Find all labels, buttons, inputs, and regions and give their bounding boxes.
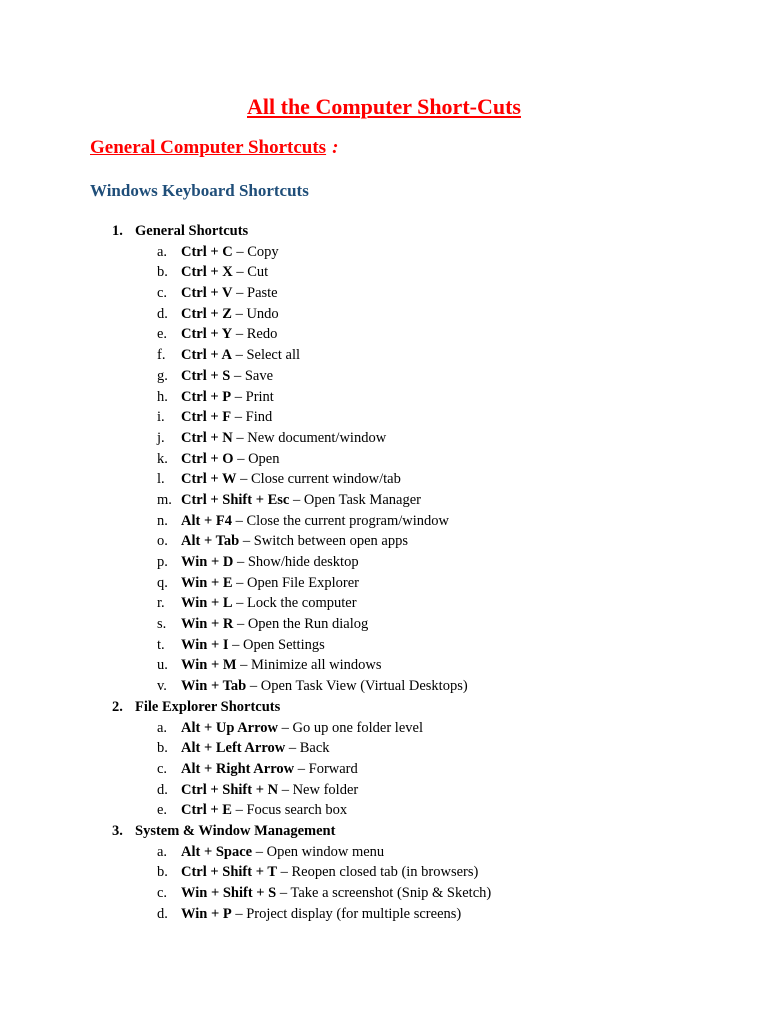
section-number: 2. (112, 698, 123, 715)
shortcut-keys: Ctrl + F (181, 409, 232, 426)
shortcut-keys: Win + I (181, 636, 229, 653)
item-text (181, 883, 491, 904)
section-number: 1. (112, 223, 123, 239)
shortcut-keys: Ctrl + W (181, 471, 237, 488)
shortcut-description: Undo (246, 305, 279, 322)
separator-dash: – (232, 574, 248, 591)
shortcut-item (0, 614, 768, 635)
item-text (181, 387, 274, 408)
shortcut-description: Cut (247, 264, 269, 281)
shortcut-list (0, 842, 768, 925)
item-letter: l. (157, 471, 165, 488)
shortcut-keys: Win + D (181, 554, 234, 570)
item-letter: v. (157, 678, 167, 695)
shortcut-description: Forward (308, 760, 358, 777)
shortcut-item (0, 262, 768, 283)
shortcut-description: Show/hide desktop (247, 554, 359, 570)
shortcut-keys: Alt + Right Arrow (181, 760, 295, 777)
item-letter: k. (157, 450, 168, 467)
shortcut-description: Project display (for multiple screens) (246, 905, 462, 922)
shortcut-keys: Win + P (181, 905, 232, 922)
shortcut-item (0, 718, 768, 739)
shortcut-keys: Alt + F4 (181, 512, 232, 529)
section-label: General Shortcuts (135, 223, 249, 239)
shortcut-keys: Ctrl + V (181, 285, 233, 302)
shortcut-item (0, 387, 768, 408)
shortcut-keys: Ctrl + Y (181, 326, 233, 343)
separator-dash: – (232, 264, 248, 281)
section-heading (0, 221, 768, 242)
shortcut-keys: Ctrl + S (181, 367, 231, 384)
shortcut-item (0, 490, 768, 511)
shortcut-item (0, 304, 768, 325)
separator-dash: – (232, 429, 248, 446)
shortcut-section (0, 697, 768, 821)
separator-dash: – (236, 471, 252, 488)
shortcut-description: Open (248, 450, 280, 467)
shortcut-item (0, 800, 768, 821)
shortcut-item (0, 883, 768, 904)
shortcut-keys: Win + M (181, 657, 237, 674)
item-text (181, 593, 357, 614)
shortcut-item (0, 242, 768, 263)
item-letter: c. (157, 285, 168, 302)
item-letter: m. (157, 491, 172, 508)
shortcut-description: Open Task Manager (303, 491, 421, 508)
shortcut-description: Open the Run dialog (247, 616, 369, 633)
shortcut-item (0, 904, 768, 925)
section-heading (0, 821, 768, 842)
shortcut-description: Go up one folder level (292, 719, 423, 736)
item-letter: d. (157, 781, 168, 798)
shortcut-description: Back (299, 740, 330, 757)
item-letter: b. (157, 740, 168, 757)
shortcut-keys: Alt + Space (181, 843, 253, 860)
separator-dash: – (233, 554, 248, 570)
shortcut-keys: Ctrl + O (181, 450, 234, 467)
separator-dash: – (232, 243, 248, 260)
item-text (181, 531, 408, 552)
shortcut-description: New folder (292, 781, 359, 798)
shortcut-description: Minimize all windows (251, 657, 382, 674)
shortcut-keys: Win + E (181, 574, 233, 591)
shortcut-description: Open window menu (266, 843, 385, 860)
section-heading (0, 697, 768, 718)
shortcut-keys: Ctrl + Shift + T (181, 864, 278, 881)
shortcut-item (0, 842, 768, 863)
separator-dash: – (231, 409, 246, 426)
shortcut-keys: Ctrl + X (181, 264, 233, 281)
separator-dash: – (239, 533, 254, 550)
shortcut-description: Close the current program/window (246, 512, 449, 529)
shortcut-item (0, 511, 768, 532)
shortcut-description: New document/window (247, 429, 387, 446)
shortcut-sections (0, 221, 768, 924)
item-letter: j. (157, 429, 165, 446)
item-letter: c. (157, 760, 168, 777)
separator-dash: – (231, 388, 246, 405)
shortcut-description: Close current window/tab (251, 471, 401, 488)
shortcut-description: Open File Explorer (247, 574, 359, 591)
separator-dash: – (277, 864, 292, 881)
item-letter: b. (157, 264, 168, 281)
separator-dash: – (230, 367, 245, 384)
section-label: System & Window Management (135, 822, 336, 839)
shortcut-keys: Alt + Up Arrow (181, 719, 279, 736)
separator-dash: – (278, 719, 293, 736)
item-text (181, 262, 268, 283)
item-text (181, 635, 325, 656)
shortcut-description: Print (245, 388, 274, 405)
shortcut-description: Take a screenshot (Snip & Sketch) (290, 885, 492, 901)
shortcut-description: Select all (246, 347, 300, 364)
shortcut-keys: Ctrl + A (181, 347, 232, 364)
shortcut-item (0, 655, 768, 676)
item-letter: i. (157, 409, 165, 426)
item-letter: r. (157, 595, 165, 612)
page-title: All the Computer Short-Cuts (247, 94, 521, 119)
separator-dash: – (246, 678, 261, 695)
item-text (181, 283, 278, 304)
separator-dash: – (236, 657, 252, 674)
shortcut-keys: Ctrl + N (181, 429, 233, 446)
separator-dash: – (232, 595, 248, 612)
item-letter: u. (157, 657, 168, 674)
item-text (181, 614, 368, 635)
item-text (181, 800, 347, 821)
item-letter: d. (157, 905, 168, 922)
shortcut-description: Focus search box (246, 802, 348, 819)
shortcut-item (0, 366, 768, 387)
item-letter: a. (157, 843, 168, 860)
item-letter: t. (157, 636, 165, 653)
item-text (181, 469, 401, 490)
shortcut-keys: Win + L (181, 595, 233, 612)
general-heading-text: General Computer Shortcuts (90, 137, 327, 158)
shortcut-item (0, 428, 768, 449)
shortcut-description: Switch between open apps (253, 533, 408, 550)
shortcut-item (0, 676, 768, 697)
separator-dash: – (231, 802, 247, 819)
shortcut-keys: Ctrl + E (181, 802, 232, 819)
item-text (181, 324, 277, 345)
item-text (181, 655, 382, 676)
shortcut-item (0, 324, 768, 345)
item-letter: n. (157, 512, 168, 529)
separator-dash: – (289, 491, 304, 508)
separator-dash: – (231, 512, 247, 529)
item-text (181, 407, 272, 428)
shortcut-description: Save (244, 367, 274, 384)
separator-dash: – (231, 905, 247, 922)
shortcut-keys: Win + Tab (181, 678, 247, 695)
item-letter: p. (157, 554, 168, 570)
shortcut-description: Find (245, 409, 273, 426)
item-text (181, 449, 279, 470)
shortcut-keys: Win + R (181, 616, 234, 633)
item-text (181, 738, 330, 759)
item-text (181, 345, 300, 366)
shortcut-section (0, 221, 768, 697)
separator-dash: – (285, 740, 300, 757)
shortcut-item (0, 635, 768, 656)
shortcut-item (0, 469, 768, 490)
shortcut-description: Reopen closed tab (in browsers) (291, 864, 479, 881)
separator-dash: – (233, 450, 249, 467)
item-letter: s. (157, 616, 167, 633)
item-text (181, 759, 358, 780)
item-letter: o. (157, 533, 168, 550)
item-text (181, 366, 273, 387)
item-letter: e. (157, 802, 168, 819)
item-letter: f. (157, 347, 166, 364)
shortcut-section (0, 821, 768, 924)
shortcut-item (0, 862, 768, 883)
shortcut-item (0, 345, 768, 366)
shortcut-item (0, 283, 768, 304)
general-heading-colon: : (332, 137, 339, 158)
shortcut-item (0, 407, 768, 428)
shortcut-list (0, 242, 768, 697)
shortcut-item (0, 738, 768, 759)
separator-dash: – (294, 760, 309, 777)
separator-dash: – (252, 843, 267, 860)
item-letter: q. (157, 574, 168, 591)
item-text (181, 862, 478, 883)
shortcut-item (0, 449, 768, 470)
item-text (181, 304, 279, 325)
shortcut-item (0, 780, 768, 801)
separator-dash: – (276, 885, 291, 901)
section-number: 3. (112, 822, 123, 839)
shortcut-keys: Alt + Left Arrow (181, 740, 286, 757)
item-letter: e. (157, 326, 168, 343)
item-text (181, 842, 384, 863)
shortcut-keys: Ctrl + Z (181, 305, 232, 322)
item-text (181, 511, 449, 532)
shortcut-keys: Ctrl + P (181, 388, 232, 405)
separator-dash: – (232, 326, 247, 343)
shortcut-keys: Ctrl + Shift + Esc (181, 491, 290, 508)
item-letter: c. (157, 885, 168, 901)
windows-shortcuts-heading: Windows Keyboard Shortcuts (90, 181, 309, 200)
item-letter: b. (157, 864, 168, 881)
item-letter: a. (157, 719, 168, 736)
item-text (181, 428, 386, 449)
shortcut-item (0, 759, 768, 780)
separator-dash: – (278, 781, 293, 798)
item-text (181, 573, 359, 594)
separator-dash: – (231, 347, 247, 364)
separator-dash: – (233, 616, 248, 633)
separator-dash: – (228, 636, 243, 653)
shortcut-description: Open Task View (Virtual Desktops) (260, 678, 468, 695)
item-text (181, 552, 359, 573)
shortcut-keys: Win + Shift + S (181, 885, 277, 901)
item-text (181, 780, 358, 801)
item-letter: h. (157, 388, 168, 405)
item-text (181, 242, 279, 263)
shortcut-keys: Ctrl + Shift + N (181, 781, 279, 798)
item-letter: g. (157, 367, 168, 384)
item-letter: a. (157, 243, 168, 260)
separator-dash: – (231, 305, 247, 322)
shortcut-item (0, 573, 768, 594)
section-label: File Explorer Shortcuts (135, 698, 281, 715)
item-text (181, 490, 421, 511)
shortcut-item (0, 552, 768, 573)
item-letter: d. (157, 305, 168, 322)
shortcut-description: Copy (247, 243, 279, 260)
shortcut-item (0, 531, 768, 552)
general-shortcuts-heading (90, 135, 338, 161)
item-text (181, 718, 423, 739)
separator-dash: – (232, 285, 247, 302)
shortcut-list (0, 718, 768, 821)
shortcut-description: Open Settings (243, 636, 325, 653)
shortcut-keys: Alt + Tab (181, 533, 240, 550)
item-text (181, 676, 468, 697)
shortcut-description: Redo (246, 326, 278, 343)
shortcut-description: Paste (247, 285, 278, 302)
item-text (181, 904, 461, 925)
shortcut-keys: Ctrl + C (181, 243, 233, 260)
shortcut-item (0, 593, 768, 614)
shortcut-description: Lock the computer (247, 595, 357, 612)
